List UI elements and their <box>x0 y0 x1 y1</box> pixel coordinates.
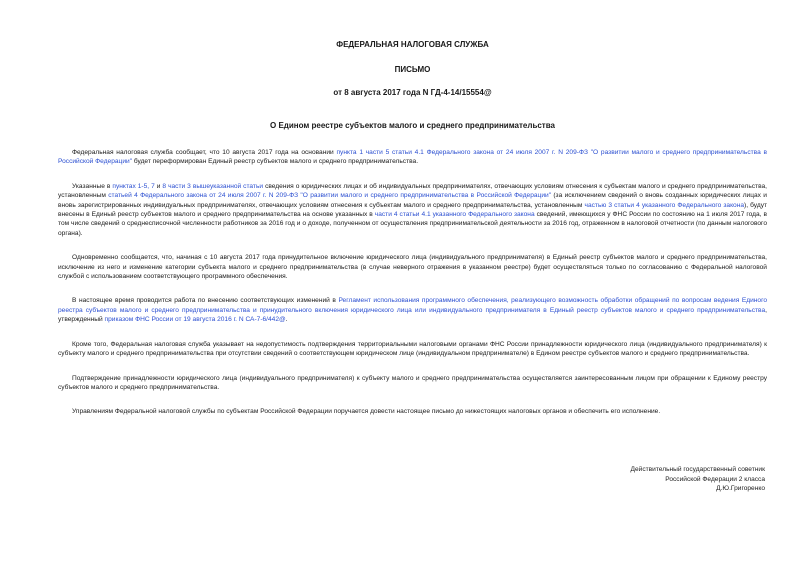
signature-title-line1: Действительный государственный советник <box>630 466 765 473</box>
document-subject: О Едином реестре субъектов малого и среднего предпринимательства <box>270 121 555 130</box>
document-type: ПИСЬМО <box>394 65 431 74</box>
paragraph-text: В настоящее время проводится работа по внесению соответствующих изменений в <box>72 297 339 305</box>
paragraph-text: . <box>285 316 288 324</box>
paragraph-text: и <box>154 182 163 190</box>
paragraph-text: Управлениям Федеральной налоговой службы по субъектам Российской Федерации поручается довести настоящее письмо до нижестоящих налоговых органов и обеспечить его исполнение. <box>72 408 661 416</box>
paragraph-text: , утвержденный <box>58 306 767 324</box>
document-reference-link[interactable]: частью 3 статьи 4 указанного Федерального закона <box>584 201 745 209</box>
paragraph-text: Федеральная налоговая служба сообщает, что 10 августа 2017 года на основании <box>72 149 337 156</box>
paragraph-text: будет переформирован Единый реестр субъектов малого и среднего предпринимательства. <box>132 158 419 166</box>
signature-title-line2: Российской Федерации 2 класса <box>665 475 765 483</box>
organization-name: ФЕДЕРАЛЬНАЯ НАЛОГОВАЯ СЛУЖБА <box>336 40 489 49</box>
document-reference-link[interactable]: части 4 статьи 4.1 указанного Федерального закона <box>374 211 535 219</box>
paragraph-text: сведения о юридических лицах и об индивидуальных предпринимателях, отвечающих условиям отнесения к субъектам малого и среднего предпринимательства, установленным <box>58 182 768 200</box>
paragraph-text: Указанные в <box>72 182 113 190</box>
paragraph <box>58 407 767 416</box>
document-reference-link[interactable]: 8 части 3 вышеуказанной статьи <box>162 182 264 190</box>
paragraph-text: (за исключением сведений о вновь созданных юридических лицах и вновь зарегистрированных индивидуальных предпринимателях, отвечающих условиям отнесения к субъектам малого и среднего предпринимательства, установленным <box>58 192 767 209</box>
paragraph <box>58 374 767 393</box>
signature-name: Д.Ю.Григоренко <box>716 485 765 493</box>
document-reference-link[interactable]: пунктах 1-5, 7 <box>112 182 155 190</box>
paragraph-text: сведений, имеющихся у ФНС России по состоянию на 1 июля 2017 года, в том числе сведений о среднесписочной численности работников за 2016 год и о доходе, полученном от осуществления предпринимательской деятельности за 2016 год, отраженном в налоговой отчетности (по данным налогового органа). <box>58 211 767 237</box>
paragraph-text: Кроме того, Федеральная налоговая служба указывает на недопустимость подтверждения территориальными налоговыми органами ФНС России принадлежности юридического лица (индивидуального предпринимателя) к субъекту малого и среднего предпринимательства при отсутствии сведений о соответствующем юридическом лице (индивидуальном предпринимателе) в Едином реестре субъектов малого и среднего предпринимательства. <box>58 340 767 358</box>
paragraph-text: Подтверждение принадлежности юридического лица (индивидуального предпринимателя) к субъекту малого и среднего предпринимательства осуществляется заинтересованным лицом при обращении к Единому реестру субъектов малого и среднего предпринимательства. <box>58 374 767 391</box>
document-reference-link[interactable]: Регламент использования программного обеспечения, реализующего возможность обработки обращений по вопросам ведения Единого реестра субъектов малого и среднего предпринимательства и принудительного включения юридического лица или индивидуального предпринимателя в Единый реестр субъектов малого и среднего предпринимательства <box>58 297 767 314</box>
signature-block <box>631 465 765 494</box>
paragraph <box>58 182 767 238</box>
document-reference-link[interactable]: статьей 4 Федерального закона от 24 июля 2007 г. N 209-ФЗ "О развитии малого и среднего предпринимательства в Российской Федерации" <box>108 192 552 200</box>
document-reference-link[interactable]: приказом ФНС России от 19 августа 2016 г. N СА-7-6/442@ <box>104 316 286 324</box>
document-reference-link[interactable]: пункта 1 части 5 статьи 4.1 Федерального закона от 24 июля 2007 г. N 209-ФЗ "О развитии малого и среднего предпринимательства в Российской Федерации" <box>58 149 767 166</box>
paragraph-text: Одновременно сообщается, что, начиная с 10 августа 2017 года принудительное включение юридического лица (индивидуального предпринимателя) в Единый реестр субъектов малого и среднего предпринимательства, исключение из него и изменение категории субъекта малого и среднего предпринимательства (в случае неверного отражения в указанном реестре) будет осуществляться только по согласованию с Федеральной налоговой службой с использованием соответствующего программного обеспечения. <box>58 254 767 281</box>
paragraph <box>58 253 767 281</box>
document-date-number: от 8 августа 2017 года N ГД-4-14/15554@ <box>333 88 492 97</box>
paragraph <box>58 296 767 324</box>
paragraph-text: ), будут внесены в Единый реестр субъектов малого и среднего предпринимательства на основе указанных в <box>58 201 768 219</box>
letter-body <box>58 148 767 417</box>
paragraph <box>58 148 767 167</box>
paragraph <box>58 340 767 359</box>
